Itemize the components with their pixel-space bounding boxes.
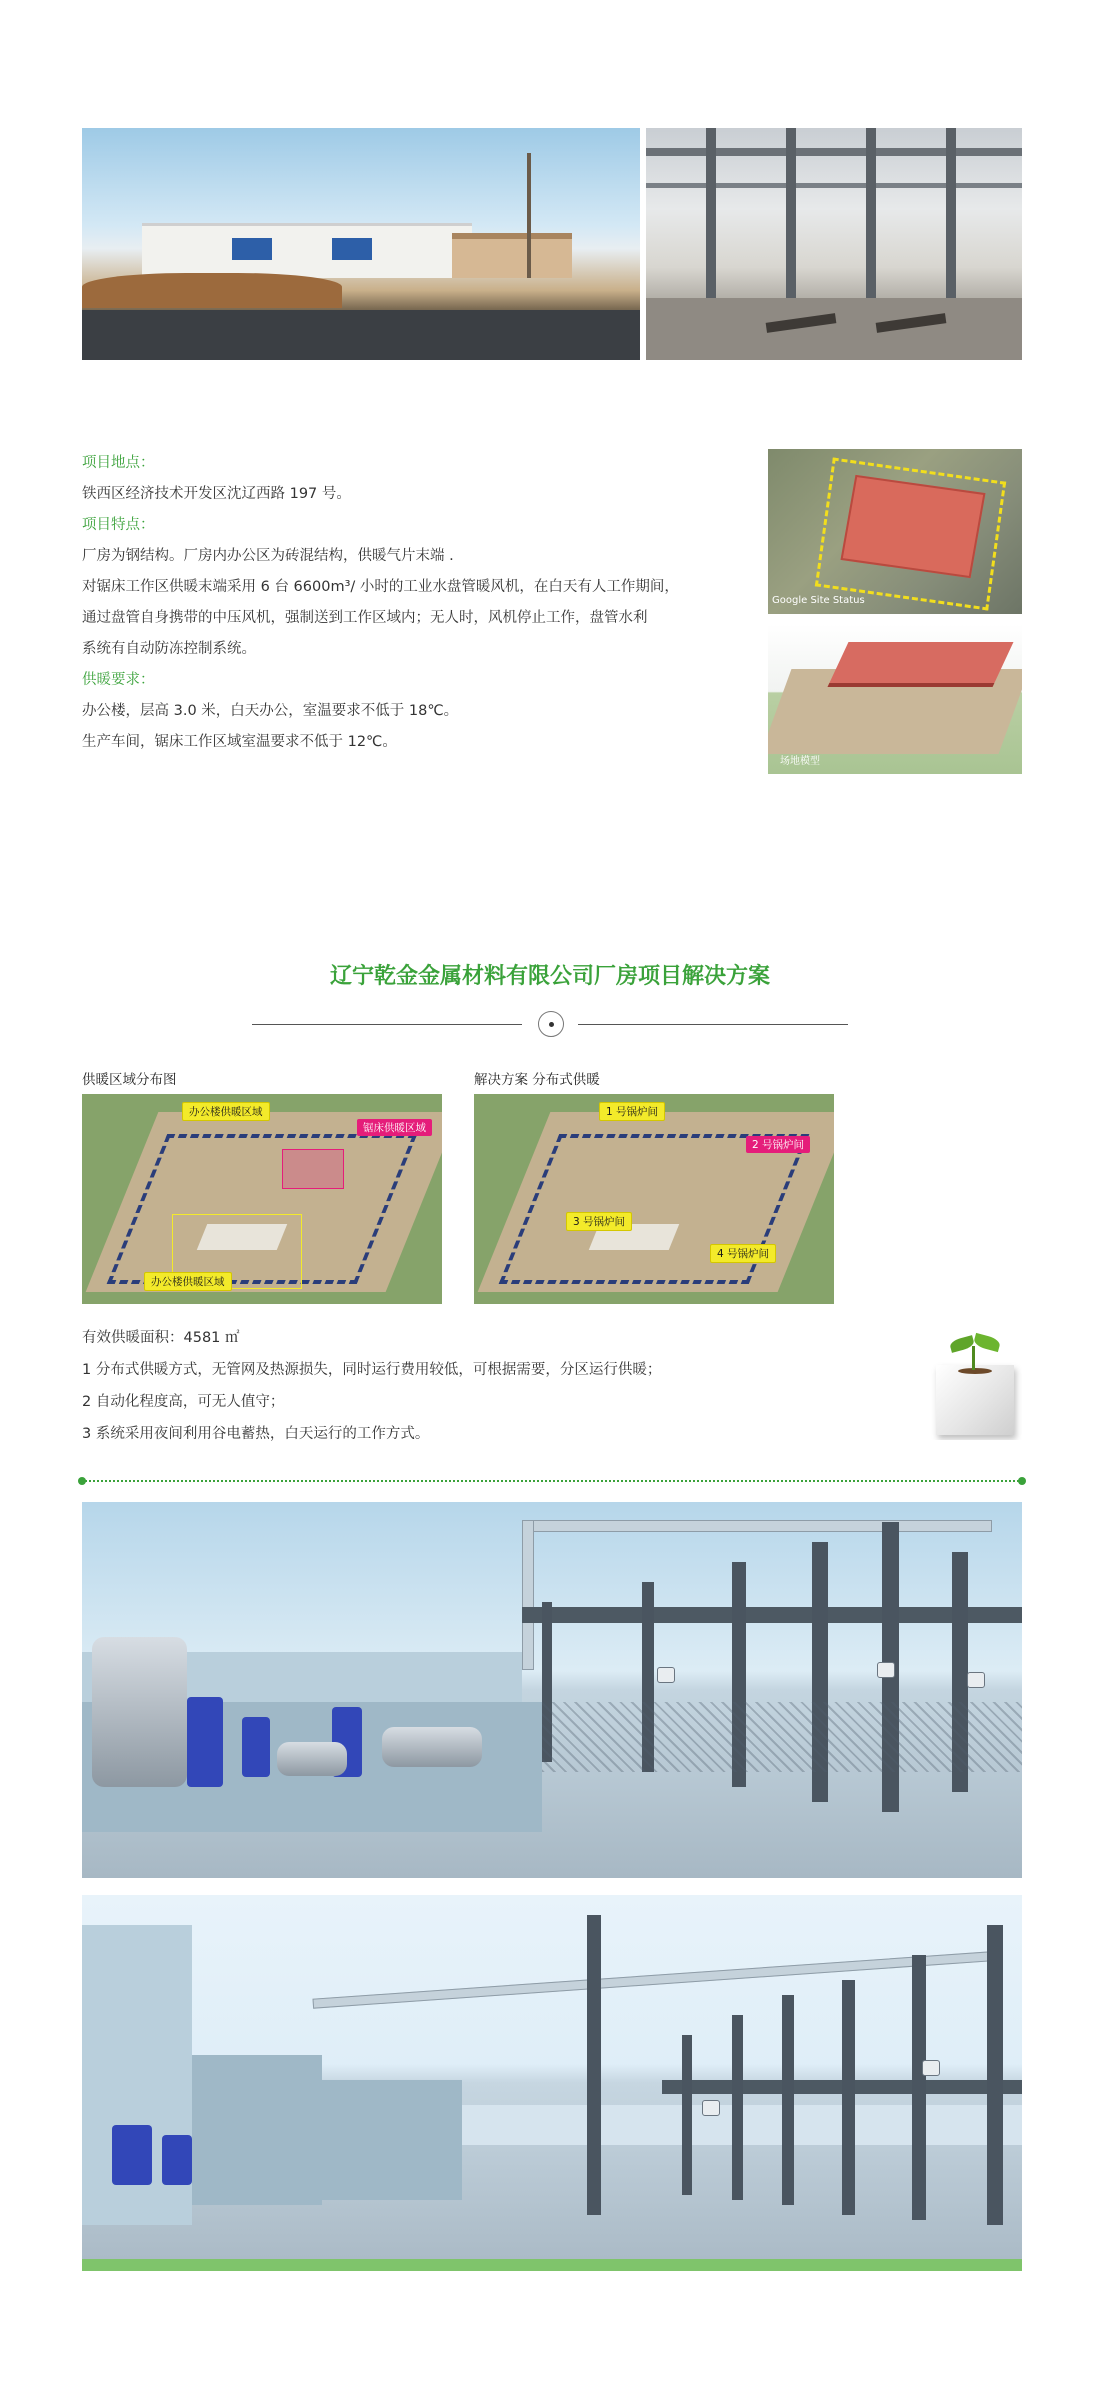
unit-heater-icon (657, 1667, 675, 1683)
solution-heading: 辽宁乾金金属材料有限公司厂房项目解决方案 (329, 964, 770, 989)
factory-exterior-photo (82, 128, 640, 360)
divider-ornament-icon (538, 1011, 564, 1037)
steel-column-shape (786, 128, 796, 303)
factory-roof-shape (828, 642, 1014, 687)
utility-pole-shape (527, 153, 531, 278)
steel-column (732, 2015, 743, 2200)
aerial-caption: Google Site Status (772, 595, 865, 606)
summary-point: 2 自动化程度高，可无人值守； (82, 1394, 285, 1410)
chain-link-fence (542, 1702, 1022, 1772)
steel-column-shape (706, 128, 716, 303)
steel-column (782, 1995, 794, 2205)
overhead-pipe (522, 1520, 992, 1532)
office-building-shape (452, 233, 572, 278)
aerial-satellite-photo (768, 449, 1022, 614)
blue-pump-shape (242, 1717, 270, 1777)
road-shape (82, 310, 640, 360)
roof-beam-shape (646, 148, 1022, 156)
summary-point: 1 分布式供暖方式，无管网及热源损失，同时运行费用较低，可根据需要，分区运行供暖； (82, 1362, 662, 1378)
location-text: 铁西区经济技术开发区沈辽西路 197 号。 (82, 486, 351, 502)
factory-building-shape (142, 223, 472, 278)
feature-text: 系统有自动防冻控制系统。 (82, 641, 256, 657)
dirt-mound-shape (82, 273, 342, 308)
leaf-shape (973, 1333, 1001, 1352)
boiler-room-3-tag: 3 号锅炉间 (566, 1212, 632, 1231)
saw-zone-highlight (282, 1149, 344, 1189)
feature-text: 通过盘管自身携带的中压风机，强制送到工作区域内；无人时，风机停止工作，盘管水利 (82, 610, 648, 626)
summary-point: 3 系统采用夜间利用谷电蓄热，白天运行的工作方式。 (82, 1426, 430, 1442)
blue-equipment-shape (112, 2125, 152, 2185)
boiler-room-2-tag: 2 号锅炉间 (746, 1136, 810, 1153)
ground-edge-strip (82, 2259, 1022, 2271)
office-zone-tag: 办公楼供暖区域 (144, 1272, 232, 1291)
blue-door-shape (332, 238, 372, 260)
heat-pump-unit (92, 1637, 187, 1787)
plant-cube-icon (928, 1330, 1022, 1440)
divider-line (578, 1024, 848, 1025)
roof-beam-shape (646, 183, 1022, 188)
steel-column-shape (946, 128, 956, 303)
section-divider (82, 1480, 1022, 1482)
requirements-label: 供暖要求： (82, 672, 155, 688)
steel-column (912, 1955, 926, 2220)
site-model-render (768, 624, 1022, 774)
horizontal-tank-shape (277, 1742, 347, 1776)
boiler-room-4-tag: 4 号锅炉间 (710, 1244, 776, 1263)
heating-area-text: 有效供暖面积：4581 ㎡ (82, 1330, 240, 1346)
horizontal-tank-shape (382, 1727, 482, 1767)
stem-shape (972, 1346, 975, 1370)
office-block-shape (197, 1224, 288, 1250)
boiler-room-1-tag: 1 号锅炉间 (599, 1102, 665, 1121)
boiler-room-building (192, 2055, 322, 2205)
distributed-heating-map (474, 1094, 834, 1304)
saw-zone-tag: 锯床供暖区域 (357, 1119, 432, 1136)
solution-map-title: 解决方案 分布式供暖 (474, 1072, 600, 1088)
overhead-pipe (312, 1951, 991, 2008)
solution-summary (82, 1322, 722, 1450)
blue-equipment-shape (162, 2135, 192, 2185)
heating-zone-map-title: 供暖区域分布图 (82, 1072, 177, 1088)
unit-heater-icon (702, 2100, 720, 2116)
unit-heater-icon (967, 1672, 985, 1688)
requirement-text: 办公楼，层高 3.0 米，白天办公，室温要求不低于 18℃。 (82, 703, 459, 719)
factory-roof-shape (841, 475, 986, 578)
steel-column-shape (866, 128, 876, 303)
divider-line (252, 1024, 522, 1025)
feature-text: 对锯床工作区供暖末端采用 6 台 6600m³/ 小时的工业水盘管暖风机，在白天有人工作期间， (82, 579, 679, 595)
blue-door-shape (232, 238, 272, 260)
steel-column (587, 1915, 601, 2215)
unit-heater-icon (877, 1662, 895, 1678)
office-zone-tag: 办公楼供暖区域 (182, 1102, 270, 1121)
crane-rail-beam (522, 1607, 1022, 1623)
heating-zone-map (82, 1094, 442, 1304)
features-label: 项目特点： (82, 517, 155, 533)
soil-shape (958, 1368, 992, 1374)
overhead-pipe (522, 1520, 534, 1670)
feature-text: 厂房为钢结构。厂房内办公区为砖混结构，供暖气片末端 . (82, 548, 454, 564)
steel-column (987, 1925, 1003, 2225)
boiler-room-render (82, 1502, 1022, 1878)
project-info (82, 448, 722, 758)
cube-shape (936, 1365, 1014, 1435)
requirement-text: 生产车间，锯床工作区域室温要求不低于 12℃。 (82, 734, 397, 750)
location-label: 项目地点： (82, 455, 155, 471)
model-caption: 场地模型 (780, 756, 820, 767)
blue-tank-shape (187, 1697, 223, 1787)
unit-heater-icon (922, 2060, 940, 2076)
boiler-room-building (322, 2080, 462, 2200)
steel-column (842, 1980, 855, 2215)
factory-interior-photo (646, 128, 1022, 360)
workshop-render (82, 1895, 1022, 2271)
factory-floor-shape (646, 298, 1022, 360)
steel-column (682, 2035, 692, 2195)
